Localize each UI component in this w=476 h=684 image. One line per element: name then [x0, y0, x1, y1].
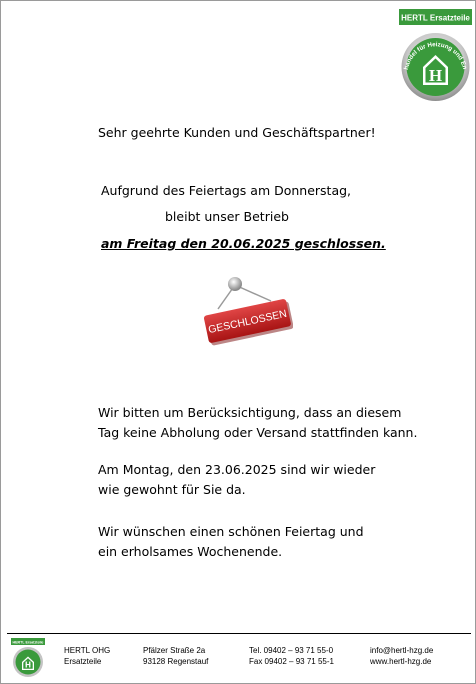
phone-number: Tel. 09402 – 93 71 55-0: [249, 646, 334, 655]
paragraph-line: wie gewohnt für Sie da.: [98, 482, 246, 497]
footer-logo-banner: HERTL Ersatzteile: [12, 640, 44, 645]
paragraph-reopening: [98, 460, 375, 500]
paragraph-wishes: [98, 522, 364, 562]
postal-city: 93128 Regenstauf: [143, 657, 209, 666]
closed-sign-graphic: [197, 273, 293, 353]
logo-banner-text: HERTL Ersatzteile: [401, 13, 470, 23]
logo-arc-text: handel für Heizung und En: [402, 41, 469, 71]
notice-line-2: bleibt unser Betrieb: [165, 209, 289, 224]
street-address: Pfälzer Straße 2a: [143, 646, 206, 655]
paragraph-consideration: [98, 403, 417, 443]
closed-sign-image: [197, 273, 293, 353]
notice-line-1: Aufgrund des Feiertags am Donnerstag,: [101, 183, 352, 198]
company-division: Ersatzteile: [64, 657, 102, 666]
footer-phone: [249, 645, 334, 667]
fax-number: Fax 09402 – 93 71 55-1: [249, 657, 334, 666]
website-url: www.hertl-hzg.de: [370, 657, 432, 666]
closing-date-notice: am Freitag den 20.06.2025 geschlossen.: [101, 236, 386, 251]
sign-text: GESCHLOSSEN: [207, 307, 288, 337]
paragraph-line: ein erholsames Wochenende.: [98, 544, 283, 559]
logo-letter: H: [428, 66, 443, 85]
paragraph-line: Am Montag, den 23.06.2025 sind wir wieder: [98, 462, 376, 477]
email-address: info@hertl-hzg.de: [370, 646, 434, 655]
hertl-logo-graphic: [399, 9, 472, 103]
footer-logo-graphic: [11, 638, 45, 678]
footer-company: [64, 645, 110, 667]
footer-logo: [11, 638, 45, 678]
footer-divider: [7, 633, 471, 634]
paragraph-line: Wir wünschen einen schönen Feiertag und: [98, 524, 364, 539]
paragraph-line: Tag keine Abholung oder Versand stattfinden kann.: [98, 425, 418, 440]
footer-contact: [370, 645, 433, 667]
footer-address: [143, 645, 208, 667]
company-name: HERTL OHG: [64, 646, 111, 655]
greeting-text: Sehr geehrte Kunden und Geschäftspartner!: [98, 125, 376, 140]
hertl-logo: [399, 9, 472, 103]
paragraph-line: Wir bitten um Berücksichtigung, dass an diesem: [98, 405, 402, 420]
